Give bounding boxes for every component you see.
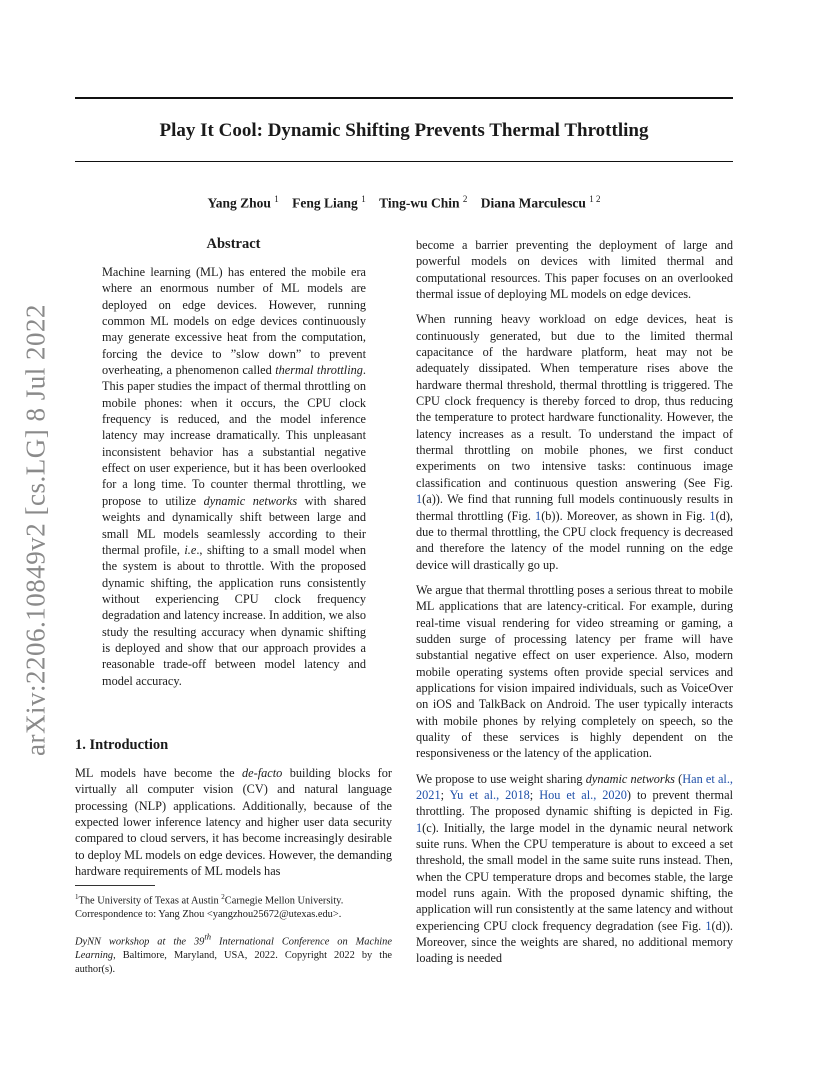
title-bottom-rule: [75, 161, 733, 162]
figure-link[interactable]: 1: [416, 820, 423, 835]
workshop-note: DyNN workshop at the 39th International Conference on Machine Learning, Baltimore, Maryland, USA, 2022. Copyright 2022 by the author(s).: [75, 932, 392, 976]
affiliation-footnote: $^1$The University of Texas at Austin $^2$Carnegie Mellon University. Correspondence to: Yang Zhou <yangzhou25672@utexas.edu>.: [75, 893, 344, 921]
abstract-heading: Abstract: [206, 236, 261, 252]
paragraph: When running heavy workload on edge devices, heat is continuously generated, but due to the limited thermal capacitance of the hardware platform, heat may not be adequately dissipated. When temperature rises above the hardware thermal threshold, thermal throttling is triggered. The CPU clock frequency is thereby forced to drop, thus reducing the temperature to protect hardware functionality. However, the latency increases as a result. To understand the impact of thermal throttling on mobile phones, we first conduct experiments on two intensive tasks: continuous image classification and continuous question answering (See Fig. 1(a)). We find that running full models continuously results in thermal throttling (Fig. 1(b)). Moreover, as shown in Fig. 1(d), due to thermal throttling, the CPU clock frequency is decreased and therefore the latency of the model running on the edge device will drastically go up.: [416, 312, 733, 572]
abstract-body: Machine learning (ML) has entered the mobile era where an enormous number of ML models are deployed on edge devices. However, running common ML models on edge devices continuously may generate excessive heat from the computation, forcing the device to ”slow down” to prevent overheating, a phenomenon called thermal throttling. This paper studies the impact of thermal throttling on mobile phones: when it occurs, the CPU clock frequency is reduced, and the model inference latency may increase dramatically. This unpleasant inconsistent behavior has a substantial negative effect on user experience, but it has been overlooked for a long time. To counter thermal throttling, we propose to utilize dynamic networks with shared weights and dynamically shift between large and small ML models seamlessly according to their thermal profile, i.e., shifting to a small model when the system is about to throttle. With the proposed dynamic shifting, the application runs consistently without experiencing CPU clock frequency degradation and latency increase. In addition, we also study the resulting accuracy when dynamic shifting is deployed and show that our approach provides a reasonable trade-off between model latency and model accuracy.: [102, 265, 367, 688]
title-top-rule: [75, 97, 733, 99]
paragraph: become a barrier preventing the deployment of large and powerful models on devices with limited thermal and computational resources. This paper focuses on an overlooked thermal issue of deploying ML models on edge devices.: [416, 238, 733, 302]
figure-link[interactable]: 1: [416, 492, 423, 507]
figure-link[interactable]: 1: [535, 508, 542, 523]
introduction-body: ML models have become the de-facto building blocks for virtually all computer vision (CV) and natural language processing (NLP) applications. Additionally, because of the expected lower inference latency and higher user data security compared to cloud servers, it has become increasingly desirable to deploy ML models on edge devices. However, the demanding hardware requirements of ML models has: [75, 766, 392, 879]
paragraph: We argue that thermal throttling poses a serious threat to mobile ML applications that are latency-critical. For example, during real-time visual rendering for video streaming or gaming, a sudden surge of processing latency per frame will have substantial negative effect on user experience. Also, modern mobile operating systems often provide special services and applications for vision impaired individuals, such as VoiceOver on iOS and TalkBack on Android. The user typically interacts with mobile phones by relying completely on speech, so the quality of these services is highly dependent on the responsiveness or the latency of the application.: [416, 582, 733, 761]
figure-link[interactable]: 1: [709, 508, 716, 523]
author-list: [75, 190, 733, 213]
author: Diana Marculescu $^{1 2}$: [480, 194, 601, 211]
citation-link[interactable]: Yu et al., 2018: [449, 788, 530, 802]
footnote-rule: [75, 885, 155, 886]
paper-title: Play It Cool: Dynamic Shifting Prevents Thermal Throttling: [159, 120, 649, 141]
arxiv-identifier-text: arXiv:2206.10849v2 [cs.LG] 8 Jul 2022: [20, 304, 51, 756]
citation-link[interactable]: Hou et al., 2020: [539, 788, 627, 802]
author: Feng Liang $^1$: [292, 194, 366, 211]
citation-link[interactable]: Han et al., 2021: [416, 771, 733, 802]
paragraph: We propose to use weight sharing dynamic networks (Han et al., 2021; Yu et al., 2018; Hou et al., 2020) to prevent thermal throttling. The proposed dynamic shifting is depicted in Fig. 1(c). Initially, the large model in the dynamic neural network suite runs. When the CPU temperature is about to exceed a set threshold, the small model in the same suite runs instead. Then, when the CPU temperature drops and becomes stable, the large model runs again. With the proposed dynamic shifting, the application will run consistently at the same latency and without experiencing CPU clock frequency degradation (see Fig. 1(d)). Moreover, since the weights are shared, no additional memory loading is needed: [416, 771, 733, 966]
figure-link[interactable]: 1: [705, 918, 712, 933]
author: Ting-wu Chin $^2$: [379, 194, 468, 211]
right-column: [416, 237, 733, 976]
author: Yang Zhou $^1$: [207, 194, 279, 211]
section-heading-introduction: 1. Introduction: [75, 737, 169, 753]
